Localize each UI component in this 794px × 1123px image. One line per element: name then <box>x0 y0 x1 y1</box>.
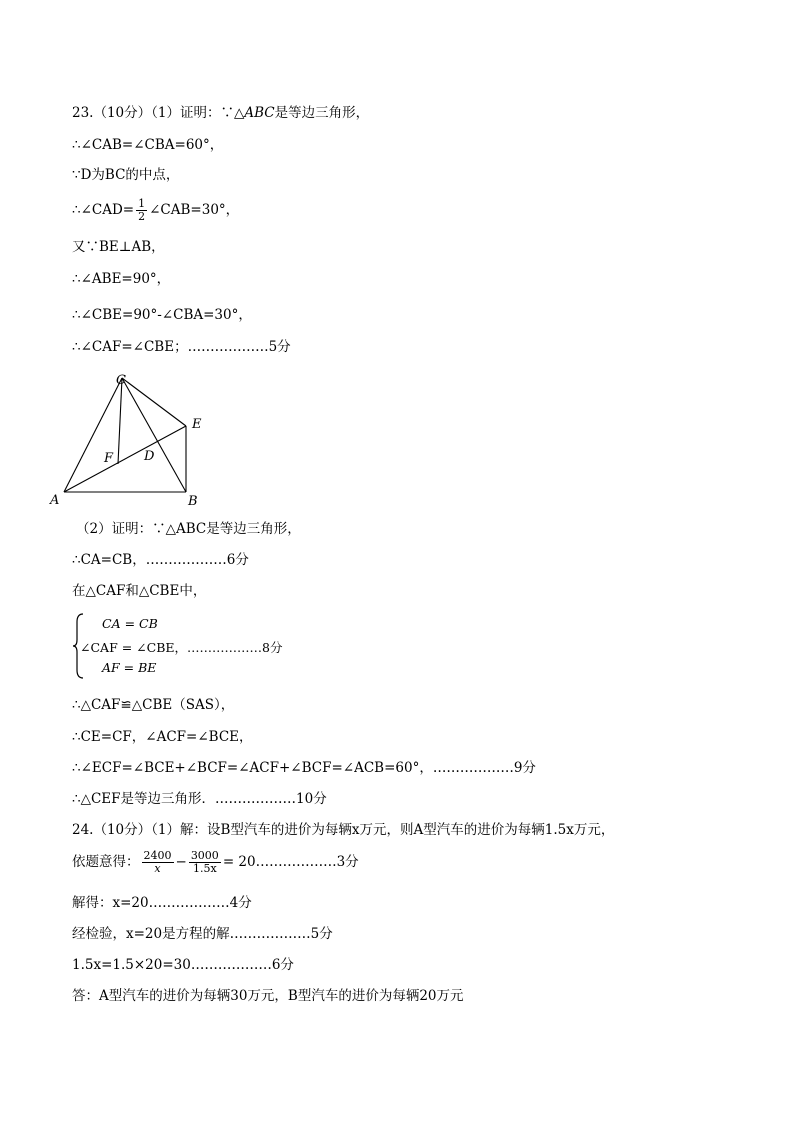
segment-ac <box>64 378 122 492</box>
p24-line-4: 经检验，x=20是方程的解………………5分 <box>72 926 333 942</box>
p24-line-6: 答：A型汽车的进价为每辆30万元，B型汽车的进价为每辆20万元 <box>72 988 464 1004</box>
p23-line-7: ∴∠CBE=90°-∠CBA=30°， <box>72 307 252 323</box>
fraction-2400-x: $\frac{2400}{x}$ <box>143 849 172 875</box>
label-e: E <box>192 417 202 432</box>
label-c: C <box>116 373 126 388</box>
segment-cf <box>118 378 122 464</box>
triangle-figure <box>40 368 220 508</box>
p23-part2-line-3: 在△CAF和△CBE中， <box>72 583 207 599</box>
p23-part2-line-6: ∴∠ECF=∠BCE+∠BCF=∠ACF+∠BCF=∠ACB=60°，………………9分 <box>72 760 536 776</box>
system-row-1: CA = CB <box>102 616 158 631</box>
p23-line-1: 23.（10分）（1）证明：∵△ABC是等边三角形， <box>72 105 370 121</box>
label-b: B <box>188 494 198 508</box>
p23-line-4: ∴∠CAD= $\frac{1}{2}$ ∠CAB=30°， <box>72 197 240 223</box>
p23-line-3: ∵D为BC的中点， <box>72 167 180 183</box>
p24-line-1: 24.（10分）（1）解：设B型汽车的进价为每辆x万元，则A型汽车的进价为每辆1.5x万元， <box>72 822 615 838</box>
p23-part2-line-4: ∴△CAF≌△CBE（SAS）， <box>72 697 235 713</box>
p23-part2-line-5: ∴CE=CF，∠ACF=∠BCE， <box>72 729 253 745</box>
p23-line-5: 又∵BE⊥AB， <box>72 239 165 255</box>
congruence-system <box>72 612 392 682</box>
system-row-3: AF = BE <box>102 660 157 675</box>
p24-line-3: 解得：x=20………………4分 <box>72 895 252 911</box>
system-row-2: ∠CAF = ∠CBE，………………8分 <box>80 640 283 655</box>
fraction-3000-1-5x: $\frac{3000}{1.5x}$ <box>190 849 219 875</box>
label-f: F <box>104 451 114 466</box>
p23-part2-line-1: （2）证明：∵△ABC是等边三角形， <box>76 521 301 537</box>
half-fraction: $\frac{1}{2}$ <box>138 197 146 223</box>
segment-cb <box>122 378 186 492</box>
p23-part2-line-2: ∴CA=CB，………………6分 <box>72 552 249 568</box>
p23-part2-line-7: ∴△CEF是等边三角形．………………10分 <box>72 791 327 807</box>
label-a: A <box>50 493 60 508</box>
p23-line-6: ∴∠ABE=90°， <box>72 271 171 287</box>
segment-ce <box>122 378 186 426</box>
p24-line-5: 1.5x=1.5×20=30………………6分 <box>72 957 294 973</box>
p23-line-2: ∴∠CAB=∠CBA=60°， <box>72 137 224 153</box>
p24-line-2: 依题意得： $\frac{2400}{x}$ − $\frac{3000}{1.5x}$ = 20………………3分 <box>72 849 359 875</box>
label-d: D <box>144 449 155 464</box>
p23-line-8: ∴∠CAF=∠CBE；………………5分 <box>72 339 291 355</box>
